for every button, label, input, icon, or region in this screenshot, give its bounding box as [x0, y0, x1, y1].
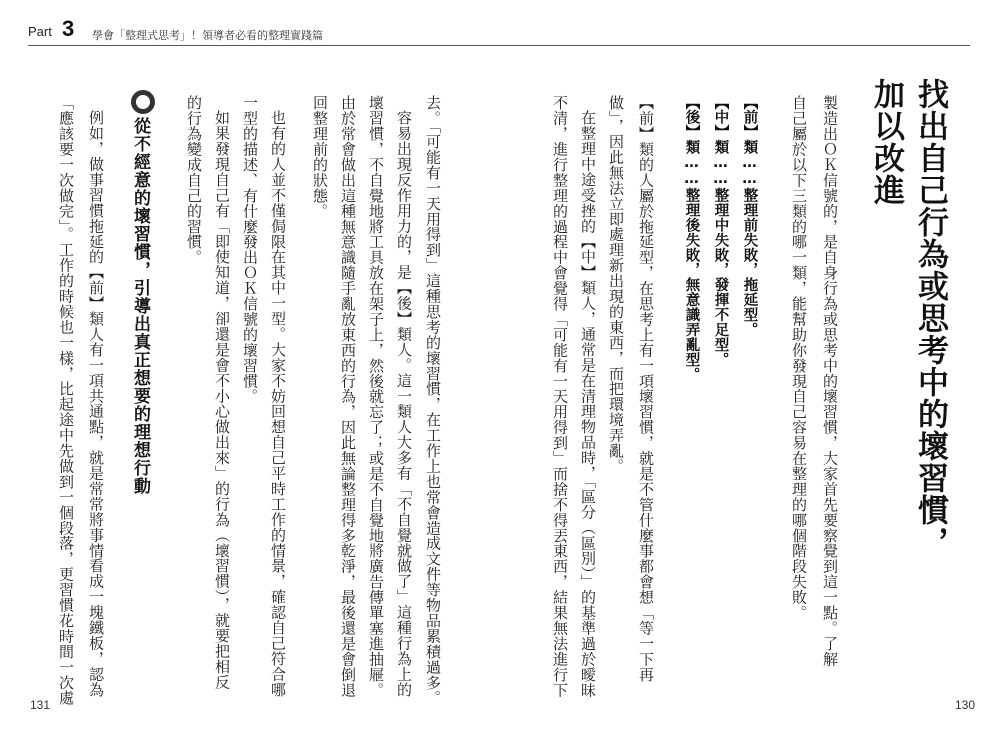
- body-line: 做」，因此無法立即處理新出現的東西，而把環境弄亂。: [607, 95, 625, 474]
- section-title: 從不經意的壞習慣，引導出真正想要的理想行動: [130, 117, 150, 495]
- body-line: 的行為變成自己的習慣。: [185, 95, 203, 265]
- body-line: 【前】類的人屬於拖延型，在思考上有一項壞習慣，就是不管什麼事都會想「等一下再: [637, 95, 655, 683]
- body-line: 在整理中途受挫的【中】類人，通常是在清理物品時，「區分（區別）」的基準過於曖昧: [579, 110, 597, 698]
- intro-line-2: 自己屬於以下三類的哪一類，能幫助你發現自己容易在整理的哪個階段失敗。: [790, 95, 808, 621]
- type-middle: 【中】類……整理中失敗，發揮不足型。: [712, 95, 729, 368]
- header-divider: [28, 45, 970, 46]
- headline-line-1: 找出自己行為或思考中的壞習慣，: [912, 78, 948, 558]
- section-circle-icon: [131, 90, 155, 114]
- intro-line-1: 製造出ＯＫ信號的，是自身行為或思考中的壞習慣，大家首先要察覺到這一點。了解: [821, 95, 839, 667]
- body-line: 容易出現反作用力的，是【後】類人。這一類人大多有「不自覺就做了」這種行為上的: [395, 110, 413, 698]
- page-number-left: 131: [30, 698, 51, 712]
- body-line: 如果發現自己有「即使知道，卻還是會不小心做出來」的行為（壞習慣），就要把相反: [213, 110, 231, 690]
- body-line: 一型的描述、有什麼發出ＯＫ信號的壞習慣。: [241, 95, 259, 404]
- running-header: [0, 0, 999, 48]
- chapter-title: 學會「整理式思考」！領導者必看的整理實踐篇: [92, 29, 323, 42]
- body-line: 不清，進行整理的過程中會覺得「可能有一天用得到」而捨不得丟東西，結果無法進行下: [551, 95, 569, 698]
- part-number: 3: [62, 16, 75, 41]
- body-line: 「應該要一次做完」。工作的時候也一樣，比起途中先做到一個段落，更習慣花時間一次處: [57, 95, 75, 706]
- body-line: 也有的人並不僅侷限在其中一型。大家不妨回想自己平時工作的情景，確認自己符合哪: [269, 110, 287, 698]
- type-back: 【後】類……整理後失敗，無意識弄亂型。: [683, 95, 700, 383]
- body-line: 例如，做事習慣拖延的【前】類人有一項共通點，就是常常將事情看成一塊鐵板，認為: [87, 110, 105, 698]
- body-line: 回整理前的狀態。: [311, 95, 329, 219]
- part-label: Part: [28, 24, 52, 39]
- headline-line-2: 加以改進: [868, 78, 904, 206]
- body-line: 由於常會做出這種無意識隨手亂放東西的行為，因此無論整理得多乾淨，最後還是會倒退: [339, 95, 357, 698]
- type-front: 【前】類……整理前失敗，拖延型。: [741, 95, 758, 338]
- page-number-right: 130: [955, 698, 976, 712]
- body-line: 去。「可能有一天用得到」這種思考的壞習慣，在工作上也常會造成文件等物品累積過多。: [424, 95, 442, 706]
- body-line: 壞習慣，不自覺地將工具放在架子上，然後就忘了；或是不自覺地將廣告傳單塞進抽屜。: [367, 95, 385, 698]
